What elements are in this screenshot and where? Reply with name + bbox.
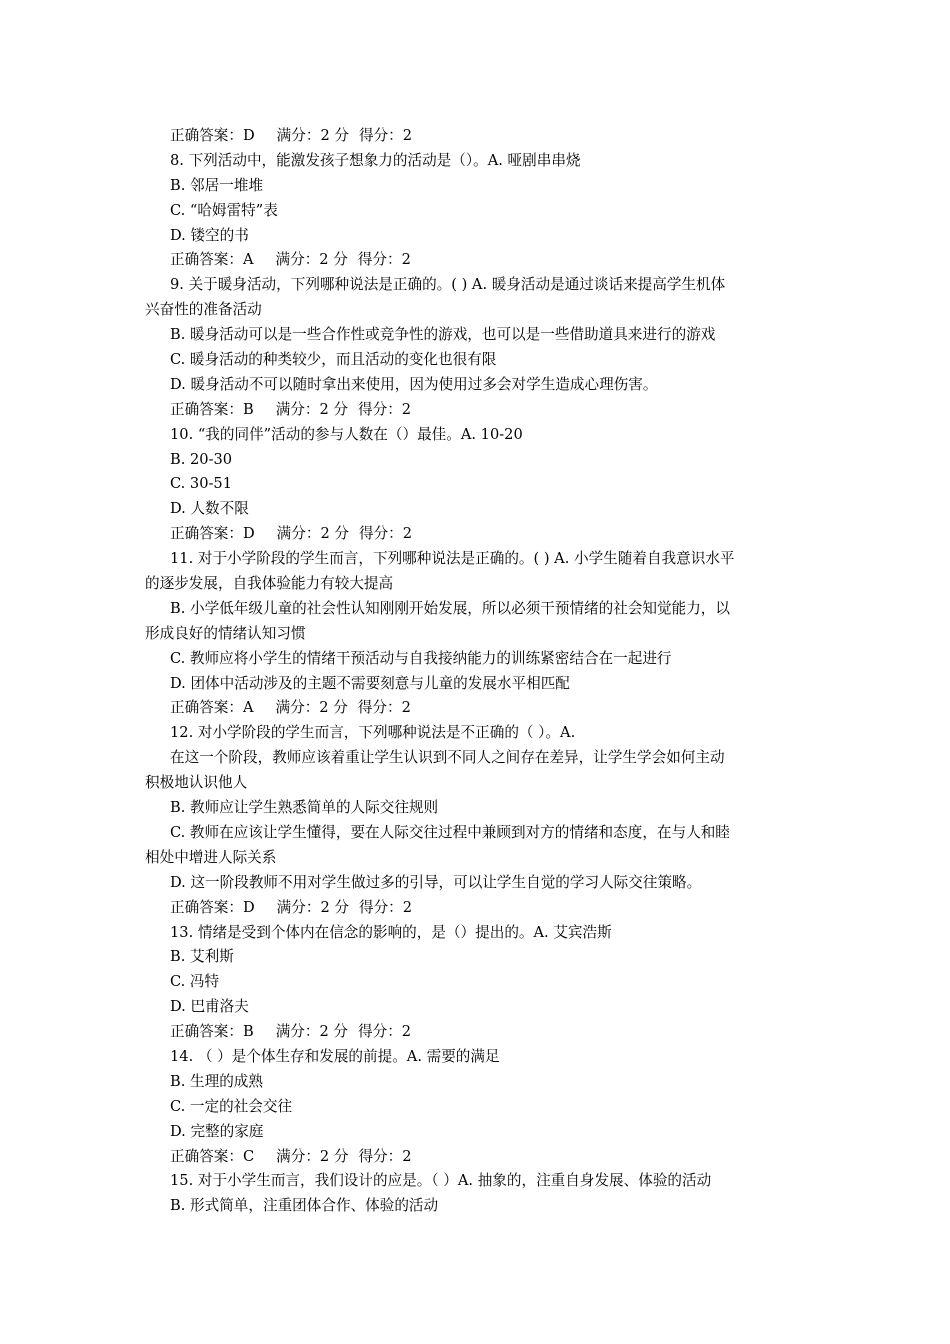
question-line: D. 完整的家庭	[170, 1122, 264, 1140]
question-line: C. 一定的社会交往	[170, 1097, 293, 1115]
answer-line	[145, 696, 810, 721]
question-line: 10. “我的同伴”活动的参与人数在（）最佳。A. 10-20	[170, 425, 523, 443]
correct-answer: 正确答案：B	[170, 1023, 254, 1041]
answer-line	[145, 896, 810, 921]
question-line: B. 艾利斯	[170, 948, 234, 966]
answer-line	[145, 398, 810, 423]
obtained-score: 得分：2	[358, 127, 413, 144]
question-line: B. 暖身活动可以是一些合作性或竞争性的游戏，也可以是一些借助道具来进行的游戏	[170, 326, 716, 344]
correct-answer: 正确答案：A	[170, 699, 254, 717]
question-line: D. 暖身活动不可以随时拿出来使用，因为使用过多会对学生造成心理伤害。	[170, 375, 658, 393]
question-line-continuation: 形成良好的情绪认知习惯	[145, 624, 306, 642]
answer-line	[145, 124, 810, 149]
question-line: B. 小学低年级儿童的社会性认知刚刚开始发展，所以必须干预情绪的社会知觉能力，以	[170, 599, 730, 617]
question-line: D. 这一阶段教师不用对学生做过多的引导，可以让学生自觉的学习人际交往策略。	[170, 873, 702, 891]
full-score: 满分：2 分	[276, 1147, 349, 1165]
question-line: 在这一个阶段，教师应该着重让学生认识到不同人之间存在差异，让学生学会如何主动	[170, 749, 725, 767]
question-line: C. “哈姆雷特”表	[170, 201, 278, 219]
question-line: 12. 对小学阶段的学生而言，下列哪种说法是不正确的（ ）。A.	[170, 724, 576, 742]
question-line: 14. （ ）是个体生存和发展的前提。A. 需要的满足	[170, 1047, 500, 1065]
question-line: B. 生理的成熟	[170, 1072, 263, 1090]
question-line: B. 形式简单，注重团体合作、体验的活动	[170, 1197, 439, 1215]
question-line-continuation: 积极地认识他人	[145, 774, 248, 792]
obtained-score: 得分：2	[357, 251, 411, 269]
correct-answer: 正确答案：B	[170, 400, 254, 418]
question-line: 9. 关于暖身活动，下列哪种说法是正确的。( ) A. 暖身活动是通过谈话来提高学生机体	[170, 276, 726, 294]
answer-line	[145, 1020, 810, 1045]
full-score: 满分：2 分	[275, 699, 348, 717]
question-line: D. 巴甫洛夫	[170, 998, 249, 1016]
answer-line	[145, 522, 810, 547]
question-line: D. 人数不限	[170, 500, 249, 518]
question-line: D. 镂空的书	[170, 226, 249, 244]
question-line: B. 邻居一堆堆	[170, 176, 263, 194]
question-line: 13. 情绪是受到个体内在信念的影响的，是（）提出的。A. 艾宾浩斯	[170, 923, 612, 941]
question-line: 8. 下列活动中，能激发孩子想象力的活动是（）。A. 哑剧串串烧	[170, 151, 581, 169]
question-line: 11. 对于小学阶段的学生而言，下列哪种说法是正确的。( ) A. 小学生随着自我意识水平	[170, 550, 735, 568]
document-body	[145, 124, 810, 1219]
full-score: 满分：2 分	[276, 898, 349, 916]
correct-answer: 正确答案：A	[170, 251, 254, 269]
question-line-continuation: 的逐步发展，自我体验能力有较大提高	[145, 575, 394, 593]
obtained-score: 得分：2	[358, 400, 412, 418]
full-score: 满分：2 分	[275, 1023, 349, 1041]
full-score: 满分：2 分	[275, 400, 349, 418]
question-line: C. 暖身活动的种类较少，而且活动的变化也很有限	[170, 351, 497, 369]
obtained-score: 得分：2	[357, 699, 411, 717]
full-score: 满分：2 分	[276, 127, 349, 144]
question-line: C. 教师在应该让学生懂得，要在人际交往过程中兼顾到对方的情绪和态度，在与人和睦	[170, 823, 730, 841]
obtained-score: 得分：2	[358, 1147, 412, 1165]
question-line: B. 20-30	[170, 450, 233, 468]
question-line-continuation: 兴奋性的准备活动	[145, 301, 262, 319]
question-line: C. 30-51	[170, 475, 232, 493]
correct-answer: 正确答案：C	[170, 1147, 255, 1165]
answer-line	[145, 1145, 810, 1170]
correct-answer: 正确答案：D	[170, 525, 255, 543]
obtained-score: 得分：2	[358, 898, 413, 916]
question-line: 15. 对于小学生而言，我们设计的应是。（ ）A. 抽象的，注重自身发展、体验的活动	[170, 1172, 712, 1190]
obtained-score: 得分：2	[358, 1023, 412, 1041]
question-line: C. 教师应将小学生的情绪干预活动与自我接纳能力的训练紧密结合在一起进行	[170, 649, 672, 667]
question-line-continuation: 相处中增进人际关系	[145, 848, 277, 866]
full-score: 满分：2 分	[275, 251, 348, 269]
correct-answer: 正确答案：D	[170, 898, 255, 916]
correct-answer: 正确答案：D	[170, 127, 255, 144]
question-line: D. 团体中活动涉及的主题不需要刻意与儿童的发展水平相匹配	[170, 674, 570, 692]
question-line: B. 教师应让学生熟悉简单的人际交往规则	[170, 799, 439, 817]
full-score: 满分：2 分	[276, 525, 349, 543]
obtained-score: 得分：2	[358, 525, 413, 543]
answer-line	[145, 248, 810, 273]
question-line: C. 冯特	[170, 973, 220, 991]
